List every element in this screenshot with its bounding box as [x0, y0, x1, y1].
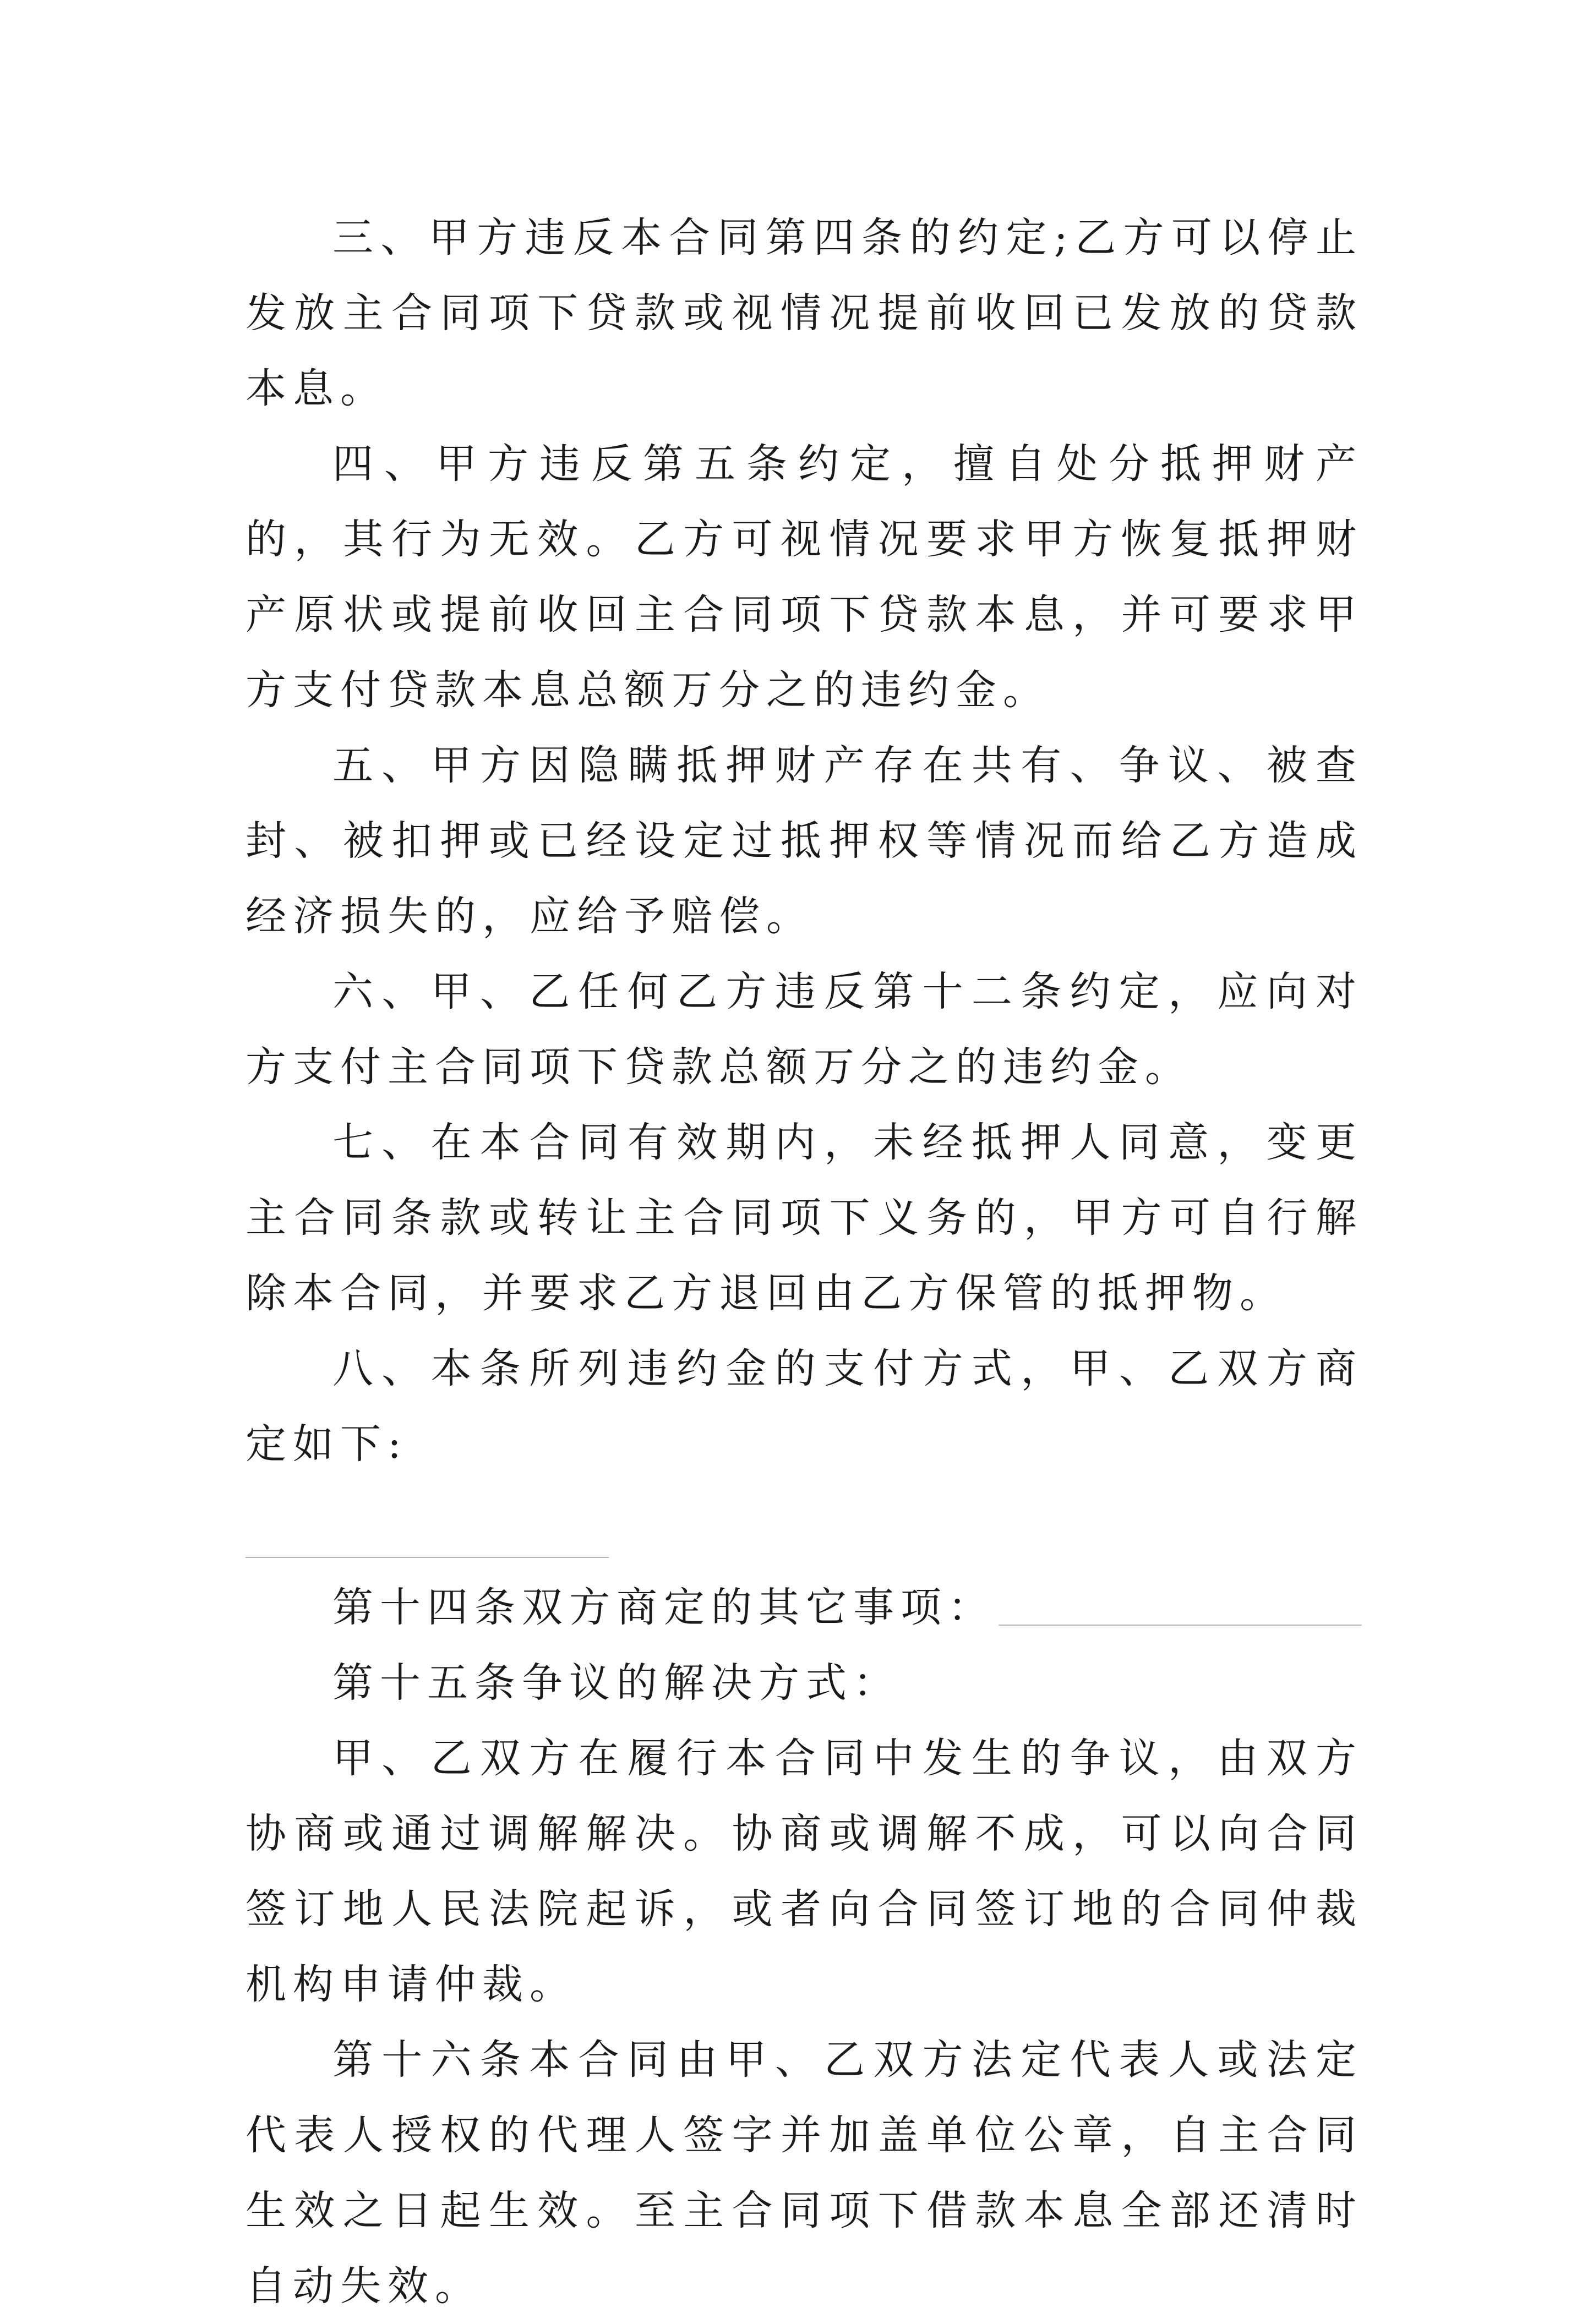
clause-3: 三、甲方违反本合同第四条的约定;乙方可以停止发放主合同项下贷款或视情况提前收回已发放的贷款本息。	[246, 214, 1363, 412]
blank-fill-line	[246, 1557, 609, 1558]
article-15-title: 第十五条争议的解决方式：	[332, 1659, 901, 1707]
article-14	[246, 1570, 1363, 1645]
clause-7: 七、在本合同有效期内，未经抵押人同意，变更主合同条款或转让主合同项下义务的，甲方可自行解除本合同，并要求乙方退回由乙方保管的抵押物。	[246, 1119, 1363, 1317]
clause-8: 八、本条所列违约金的支付方式，甲、乙双方商定如下:	[246, 1345, 1363, 1468]
article-14-text: 第十四条双方商定的其它事项：	[332, 1584, 995, 1631]
clause-6: 六、甲、乙任何乙方违反第十二条约定，应向对方支付主合同项下贷款总额万分之的违约金。	[246, 968, 1363, 1091]
article-16: 第十六条本合同由甲、乙双方法定代表人或法定代表人授权的代理人签字并加盖单位公章，自主合同生效之日起生效。至主合同项下借款本息全部还清时自动失效。	[246, 2036, 1363, 2310]
article-14-fill-line	[999, 1625, 1362, 1626]
blank-fill-area	[246, 1482, 1363, 1570]
clause-4: 四、甲方违反第五条约定，擅自处分抵押财产的，其行为无效。乙方可视情况要求甲方恢复抵押财产原状或提前收回主合同项下贷款本息，并可要求甲方支付贷款本息总额万分之的违约金。	[246, 440, 1363, 714]
clause-5: 五、甲方因隐瞒抵押财产存在共有、争议、被查封、被扣押或已经设定过抵押权等情况而给乙方造成经济损失的，应给予赔偿。	[246, 742, 1363, 940]
document-body	[246, 200, 1363, 2324]
article-15-body: 甲、乙双方在履行本合同中发生的争议，由双方协商或通过调解解决。协商或调解不成，可以向合同签订地人民法院起诉，或者向合同签订地的合同仲裁机构申请仲裁。	[246, 1735, 1363, 2008]
